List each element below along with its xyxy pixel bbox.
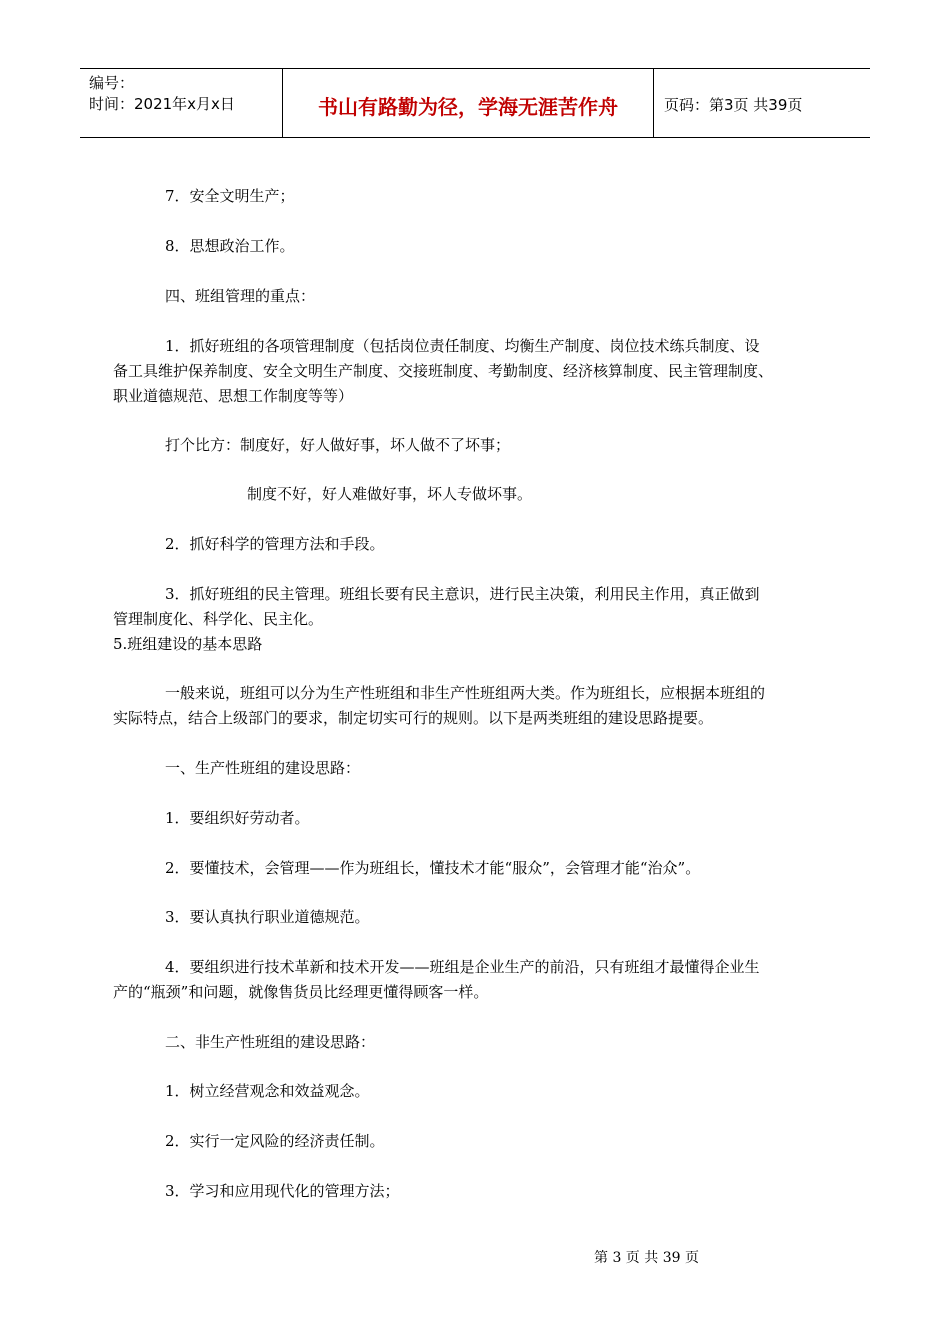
serial-number-label: 编号：	[89, 74, 135, 92]
date-label: 时间：2021年x月x日	[89, 95, 235, 113]
page-info: 页码：第3页 共39页	[664, 96, 803, 114]
body-line: 4．要组织进行技术革新和技术开发——班组是企业生产的前沿，只有班组才最懂得企业生	[165, 958, 760, 976]
section-heading: 二、非生产性班组的建设思路：	[165, 1033, 376, 1051]
section-heading: 一、生产性班组的建设思路：	[165, 759, 361, 777]
header-motto-cell	[283, 69, 654, 137]
body-line: 1．树立经营观念和效益观念。	[165, 1082, 370, 1100]
page-footer: 第 3 页 共 39 页	[594, 1250, 699, 1266]
body-line: 一般来说，班组可以分为生产性班组和非生产性班组两大类。作为班组长，应根据本班组的	[165, 684, 766, 702]
body-line: 制度不好，好人难做好事，坏人专做坏事。	[247, 485, 533, 503]
body-line: 7．安全文明生产；	[165, 187, 295, 205]
body-line: 产的“瓶颈”和问题，就像售货员比经理更懂得顾客一样。	[113, 983, 489, 1001]
body-line: 1．抓好班组的各项管理制度（包括岗位责任制度、均衡生产制度、岗位技术练兵制度、设	[165, 337, 760, 355]
body-line: 3．抓好班组的民主管理。班组长要有民主意识，进行民主决策，利用民主作用，真正做到	[165, 585, 760, 603]
body-line: 2．抓好科学的管理方法和手段。	[165, 535, 385, 553]
header-meta-cell	[80, 69, 283, 137]
body-line: 2．实行一定风险的经济责任制。	[165, 1132, 385, 1150]
body-line: 8．思想政治工作。	[165, 237, 295, 255]
body-line: 职业道德规范、思想工作制度等等）	[113, 387, 354, 405]
section-heading: 四、班组管理的重点：	[165, 287, 316, 305]
body-line: 打个比方：制度好，好人做好事，坏人做不了坏事；	[165, 436, 511, 454]
body-line: 1．要组织好劳动者。	[165, 809, 310, 827]
body-line: 3．要认真执行职业道德规范。	[165, 908, 370, 926]
body-line: 管理制度化、科学化、民主化。	[113, 610, 324, 628]
document-header	[80, 68, 870, 138]
section-heading: 5.班组建设的基本思路	[113, 635, 263, 653]
body-line: 2．要懂技术，会管理——作为班组长，懂技术才能“服众”，会管理才能“治众”。	[165, 859, 701, 877]
header-page-cell	[654, 69, 870, 137]
body-line: 备工具维护保养制度、安全文明生产制度、交接班制度、考勤制度、经济核算制度、民主管理制度、	[113, 362, 774, 380]
motto-text: 书山有路勤为径，学海无涯苦作舟	[318, 95, 618, 119]
body-line: 3．学习和应用现代化的管理方法；	[165, 1182, 400, 1200]
body-line: 实际特点，结合上级部门的要求，制定切实可行的规则。以下是两类班组的建设思路提要。	[113, 709, 714, 727]
